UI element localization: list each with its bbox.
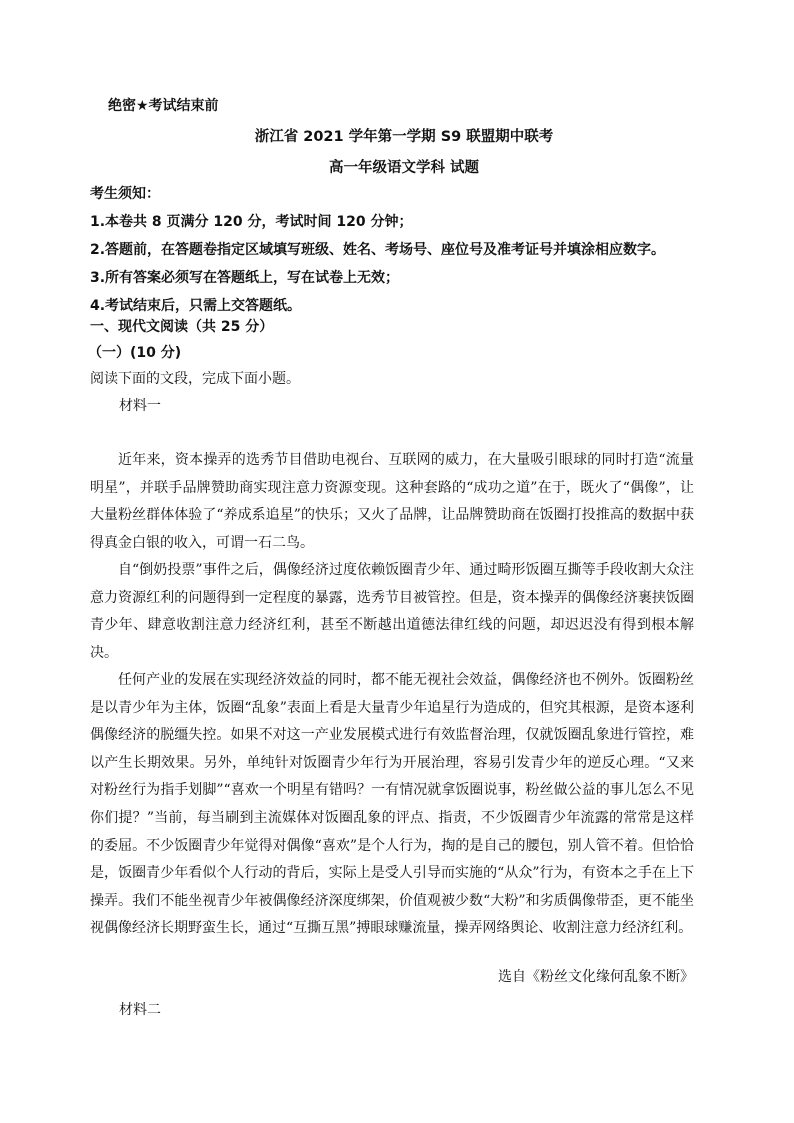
notice-item: 2.答题前，在答题卷指定区域填写班级、姓名、考场号、座位号及准考证号并填涂相应数字。 [90, 242, 666, 258]
section-title: 一、现代文阅读（共 25 分） [90, 319, 274, 335]
paragraph: 任何产业的发展在实现经济效益的同时，都不能无视社会效益，偶像经济也不例外。饭圈粉丝是以青少年为主体，饭圈“乱象”表面上看是大量青少年追星行为造成的，但究其根源，是资本逐利偶像经济的脱缰失控。如果不对这一产业发展模式进行有效监督治理，仅就饭圈乱象进行管控，难以产生长期效果。另外，单纯针对饭圈青少年行为开展治理，容易引发青少年的逆反心理。“又来对粉丝行为指手划脚”“喜欢一个明星有错吗？一有情况就拿饭圈说事，粉丝做公益的事儿怎么不见你们提？”当前，每当刷到主流媒体对饭圈乱象的评点、指责，不少饭圈青少年流露的常常是这样的委屈。不少饭圈青少年觉得对偶像“喜欢”是个人行为，掏的是自己的腰包，别人管不着。但恰恰是，饭圈青少年看似个人行动的背后，实际上是受人引导而实施的“从众”行为，有资本之手在上下操弄。我们不能坐视青少年被偶像经济深度绑架，价值观被少数“大粉”和劣质偶像带歪，更不能坐视偶像经济长期野蛮生长，通过“互撕互黑”搏眼球赚流量，操弄网络舆论、收割注意力经济红利。 [90, 672, 694, 937]
paragraph: 自“倒奶投票”事件之后，偶像经济过度依赖饭圈青少年、通过畸形饭圈互撕等手段收割大众注意力资源红利的问题得到一定程度的暴露，选秀节目被管控。但是，资本操弄的偶像经济裹挟饭圈青少年、肆意收割注意力经济红利，甚至不断越出道德法律红线的问题，却迟迟没有得到根本解决。 [90, 562, 694, 661]
notice-item: 1.本卷共 8 页满分 120 分，考试时间 120 分钟； [90, 214, 413, 230]
notice-item: 3.所有答案必须写在答题纸上，写在试卷上无效； [90, 270, 400, 286]
notice-item: 4.考试结束后，只需上交答题纸。 [90, 298, 302, 314]
material-one-label: 材料一 [119, 398, 161, 414]
source-citation: 选自《粉丝文化缘何乱象不断》 [498, 969, 694, 985]
material-two-label: 材料二 [119, 1002, 161, 1018]
exam-notice [90, 180, 710, 320]
secret-mark: 绝密★考试结束前 [108, 98, 219, 114]
subject-title: 高一年级语文学科 试题 [328, 160, 480, 176]
paragraph: 近年来，资本操弄的选秀节目借助电视台、互联网的威力，在大量吸引眼球的同时打造“流量明星”，并联手品牌赞助商实现注意力资源变现。这种套路的“成功之道”在于，既火了“偶像”，让大量粉丝群体体验了“养成系追星”的快乐；又火了品牌，让品牌赞助商在饭圈打投推高的数据中获得真金白银的收入，可谓一石二鸟。 [90, 452, 694, 551]
subsection-title: （一）(10 分) [88, 345, 182, 361]
exam-title: 浙江省 2021 学年第一学期 S9 联盟期中联考 [254, 129, 554, 145]
notice-heading: 考生须知： [90, 186, 160, 202]
reading-instruction: 阅读下面的文段，完成下面小题。 [90, 371, 300, 387]
